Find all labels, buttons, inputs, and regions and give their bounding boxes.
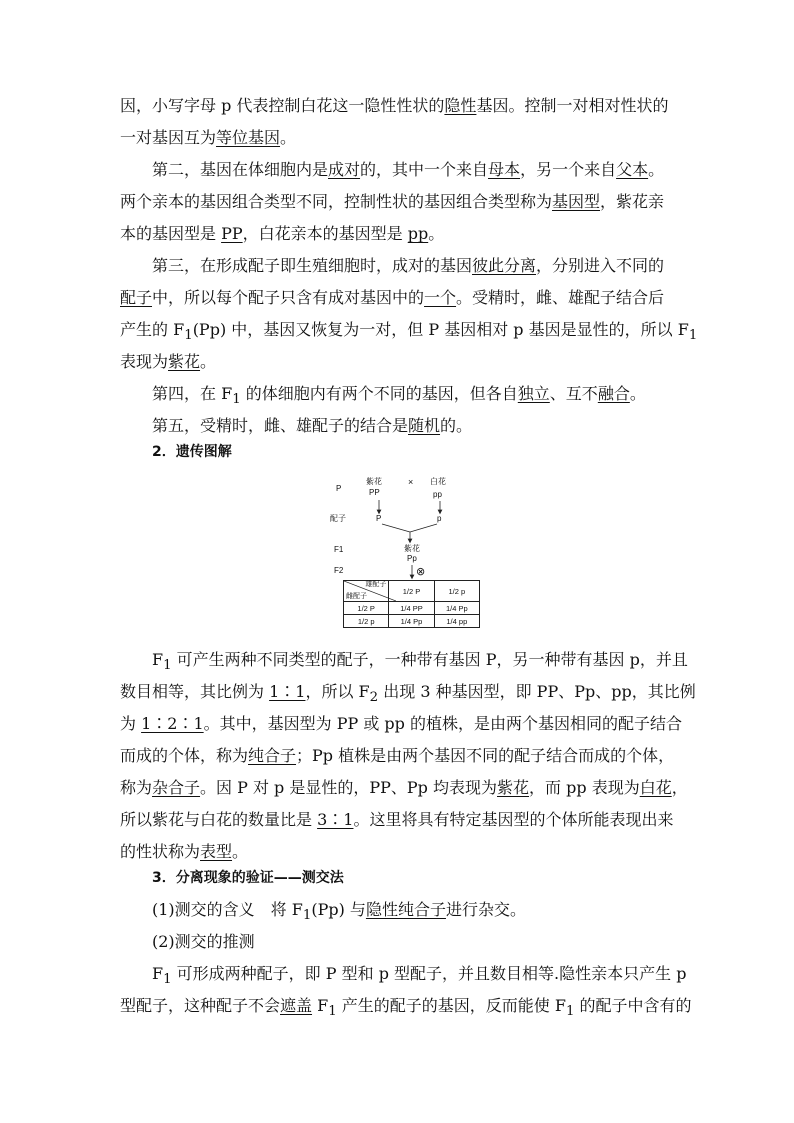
text: 。因 P 对 p 是显性的，PP、Pp 均表现为 [200,778,498,797]
merge-line [382,524,410,532]
diagram-arrows [330,472,480,582]
text: 表现为 [120,352,169,371]
merge-line [410,524,437,532]
text: ， [671,778,688,797]
parent2-name: 白花 [430,477,446,486]
text: 可产生两种不同类型的配子，一种带有基因 P，另一种带有基因 p，并且 [171,650,688,669]
text-line [120,810,673,830]
text: 出现 3 种基因型，即 PP、Pp、pp，其比例 [378,682,696,701]
blank-answer: PP [221,224,243,243]
text-line [152,384,646,410]
text: 。其中，基因型为 PP 或 pp 的植株，是由两个基因相同的配子结合 [203,714,683,733]
text: (1)测交的含义 将 F [152,900,303,919]
corner-label-male: 雄配子 [365,581,387,588]
text-line [120,778,688,798]
table-cell: 1/4 Pp [389,615,434,628]
text: ，另一个来自 [520,160,617,179]
text: 因，小写字母 p 代表控制白花这一隐性性状的 [120,96,445,115]
subscript: 1 [688,328,698,344]
row-label-gamete: 配子 [330,514,346,523]
parent2-gamete: p [437,514,442,523]
text: 本的基因型是 [120,224,222,243]
text-line [120,224,444,244]
subscript: 1 [302,908,312,924]
section-heading: 3．分离现象的验证——测交法 [152,870,344,886]
cross-symbol: × [408,477,414,487]
text: 一对基因互为 [120,128,217,147]
text: F [152,964,164,983]
punnett-square [343,580,480,628]
text-line [152,160,664,180]
blank-answer: 紫花 [168,352,201,371]
text: 所以紫花与白花的数量比是 [120,810,318,829]
blank-answer: 白花 [639,778,672,797]
text: 的，其中一个来自 [360,160,489,179]
subscript: 2 [369,690,379,706]
blank-answer: 父本 [616,160,649,179]
text: 而成的个体，称为 [120,746,249,765]
text-line [120,128,296,148]
text: 。 [232,842,249,861]
text: 第二，基因在体细胞内是 [152,160,329,179]
text-line [152,416,472,436]
text: ，而 pp 表现为 [529,778,640,797]
text-line [120,352,216,372]
text-line [120,714,682,734]
text: 。 [428,224,445,243]
text-line [120,746,674,766]
blank-answer: 隐性纯合子 [365,900,446,919]
row-header: 1/2 P [344,602,389,615]
text-line [120,842,248,862]
text: F [152,650,164,669]
text: ，白花亲本的基因型是 [242,224,408,243]
text-line [152,650,688,676]
blank-answer: 一个 [424,288,457,307]
text-line [152,256,664,276]
blank-answer: 紫花 [497,778,530,797]
text: 的配子中含有的 [574,996,692,1015]
row-label-p: P [336,484,342,493]
text-line [120,320,697,346]
text: 数目相等，其比例为 [120,682,270,701]
text: 为 [120,714,142,733]
subscript: 1 [184,328,193,344]
text-line [120,682,696,708]
subscript: 1 [328,1004,337,1020]
blank-answer: 杂合子 [152,778,201,797]
text-line: (2)测交的推测 [152,932,255,951]
parent1-genotype: PP [369,488,380,497]
blank-answer: 彼此分离 [472,256,537,275]
text: 。 [648,160,665,179]
blank-answer: 3∶1 [317,810,354,829]
text-line [152,964,686,990]
blank-answer: 成对 [328,160,361,179]
text: ，所以 F [305,682,370,701]
text: 。 [280,128,297,147]
blank-answer: 等位基因 [216,128,281,147]
text: 的性状称为 [120,842,201,861]
table-cell: 1/4 PP [389,602,434,615]
text: ；Pp 植株是由两个基因不同的配子结合而成的个体， [296,746,675,765]
f1-genotype: Pp [407,554,417,563]
parent2-genotype: pp [433,490,442,499]
blank-answer: 随机 [408,416,441,435]
subscript: 1 [163,658,172,674]
parent1-gamete: P [376,514,382,523]
text-line [120,96,668,116]
col-header: 1/2 p [434,581,479,602]
text: 。 [629,384,646,403]
text: 、互不 [549,384,598,403]
subscript: 1 [565,1004,575,1020]
genetic-cross-diagram [330,472,480,634]
section-heading: 2．遗传图解 [152,444,232,460]
blank-answer: 基因型 [552,192,601,211]
text: ，紫花亲 [600,192,665,211]
parent1-name: 紫花 [366,477,382,486]
text: 基因。控制一对相对性状的 [476,96,669,115]
blank-answer: 1∶2∶1 [141,714,204,733]
text: F [312,996,329,1015]
text-line [152,900,526,926]
selfing-symbol: ⊗ [416,566,426,578]
blank-answer: 隐性 [444,96,477,115]
blank-answer: 融合 [597,384,630,403]
text: 产生的 F [120,320,185,339]
blank-answer: 母本 [488,160,521,179]
table-cell: 1/4 pp [434,615,479,628]
f1-name: 紫花 [404,544,420,553]
text: 称为 [120,778,153,797]
text: (Pp) 与 [311,900,366,919]
text: 产生的配子的基因，反而能使 F [336,996,566,1015]
text: 的体细胞内有两个不同的基因，但各自 [240,384,518,403]
blank-answer: pp [407,224,429,243]
text-line [120,192,664,212]
blank-answer: 配子 [120,288,153,307]
subscript: 1 [163,972,172,988]
row-header: 1/2 p [344,615,389,628]
text: 的。 [440,416,473,435]
punnett-corner [344,581,389,602]
text-line [120,288,664,308]
text: 。 [200,352,217,371]
blank-answer: 表型 [200,842,233,861]
text: ，分别进入不同的 [536,256,665,275]
corner-label-female: 雌配子 [346,593,367,600]
text: 型配子，这种配子不会 [120,996,281,1015]
col-header: 1/2 P [389,581,434,602]
row-label-f1: F1 [334,545,344,554]
blank-answer: 1∶1 [269,682,306,701]
text-line [120,996,692,1022]
text: 第四，在 F [152,384,233,403]
text: 中，所以每个配子只含有成对基因中的 [152,288,425,307]
text: 可形成两种配子，即 P 型和 p 型配子，并且数目相等.隐性亲本只产生 p [171,964,687,983]
blank-answer: 独立 [517,384,550,403]
text: 第五，受精时，雌、雄配子的结合是 [152,416,409,435]
blank-answer: 纯合子 [248,746,297,765]
text: 两个亲本的基因组合类型不同，控制性状的基因组合类型称为 [120,192,553,211]
text: (Pp) 中，基因又恢复为一对，但 P 基因相对 p 基因是显性的，所以 F [192,320,689,339]
subscript: 1 [232,392,241,408]
table-cell: 1/4 Pp [434,602,479,615]
row-label-f2: F2 [334,566,344,575]
text: 第三，在形成配子即生殖细胞时，成对的基因 [152,256,473,275]
text: 。受精时，雌、雄配子结合后 [456,288,665,307]
text: 。这里将具有特定基因型的个体所能表现出来 [353,810,674,829]
text: 进行杂交。 [445,900,526,919]
blank-answer: 遮盖 [280,996,313,1015]
